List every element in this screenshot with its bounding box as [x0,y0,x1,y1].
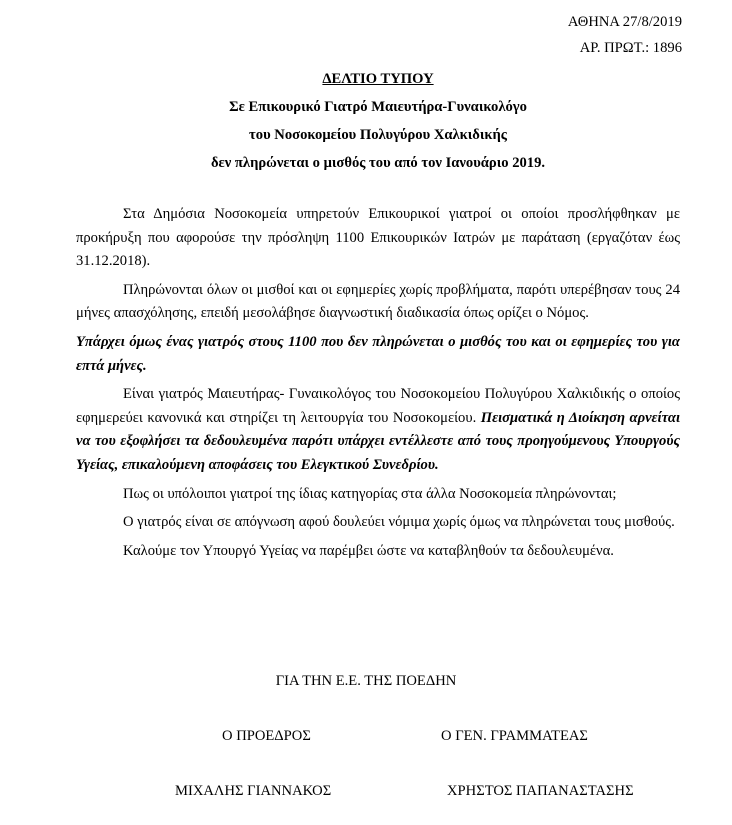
protocol-number: ΑΡ. ΠΡΩΤ.: 1896 [579,40,682,56]
paragraph-2: Πληρώνονται όλων οι μισθοί και οι εφημερίες χωρίς προβλήματα, παρότι υπερέβησαν τους 24 μήνες απασχόλησης, επειδή μεσολάβησε διαγνωστική διαδικασία όπως ορίζει ο Νόμος. [76,281,680,322]
signature-organization: ΓΙΑ ΤΗΝ Ε.Ε. ΤΗΣ ΠΟΕΔΗΝ [275,673,457,689]
subtitle-line-2: του Νοσοκομείου Πολυγύρου Χαλκιδικής [249,127,507,143]
paragraph-4 [76,383,680,477]
general-secretary-title: Ο ΓΕΝ. ΓΡΑΜΜΑΤΕΑΣ [441,728,588,744]
subtitle-line-1: Σε Επικουρικό Γιατρό Μαιευτήρα-Γυναικολόγο [229,99,527,115]
document-header [568,9,682,61]
president-name: ΜΙΧΑΛΗΣ ΓΙΑΝΝΑΚΟΣ [175,783,332,799]
subtitle-line-3: δεν πληρώνεται ο μισθός του από τον Ιανουάριο 2019. [210,155,546,171]
paragraph-3: Υπάρχει όμως ένας γιατρός στους 1100 που δεν πληρώνεται ο μισθός του και οι εφημερίες του για επτά μήνες. [76,333,680,374]
paragraph-1: Στα Δημόσια Νοσοκομεία υπηρετούν Επικουρικοί γιατροί οι οποίοι προσλήφθηκαν με προκήρυξη που αφορούσε την πρόσληψη 1100 Επικουρικών Ιατρών με παράταση (εργαζόταν έως 31.12.2018). [76,206,680,270]
paragraph-4-emphasis: Πεισματικά η Διοίκηση αρνείται να του εξοφλήσει τα δεδουλευμένα παρότι υπάρχει εντέλλεστε από τους προηγούμενους Υπουργούς Υγείας, επικαλούμενη αποφάσεις του Ελεγκτικού Συνεδρίου. [76,409,681,473]
document-title: ΔΕΛΤΙΟ ΤΥΠΟΥ [322,71,434,87]
place-date: ΑΘΗΝΑ 27/8/2019 [567,14,682,30]
paragraph-6: Ο γιατρός είναι σε απόγνωση αφού δουλεύει νόμιμα χωρίς όμως να πληρώνεται τους μισθούς. [123,514,675,531]
paragraph-7: Καλούμε τον Υπουργό Υγείας να παρέμβει ώστε να καταβληθούν τα δεδουλευμένα. [123,542,614,559]
document-body [76,203,680,568]
paragraph-5: Πως οι υπόλοιποι γιατροί της ίδιας κατηγορίας στα άλλα Νοσοκομεία πληρώνονται; [123,485,617,502]
president-title: Ο ΠΡΟΕΔΡΟΣ [222,728,311,744]
paragraph-4-plain: Είναι γιατρός Μαιευτήρας- Γυναικολόγος του Νοσοκομείου Πολυγύρου Χαλκιδικής ο οποίος εφημερεύει κανονικά και στηρίζει τη λειτουργία του Νοσοκομείου. [76,386,680,426]
general-secretary-name: ΧΡΗΣΤΟΣ ΠΑΠΑΝΑΣΤΑΣΗΣ [447,783,634,799]
title-block [76,65,680,177]
